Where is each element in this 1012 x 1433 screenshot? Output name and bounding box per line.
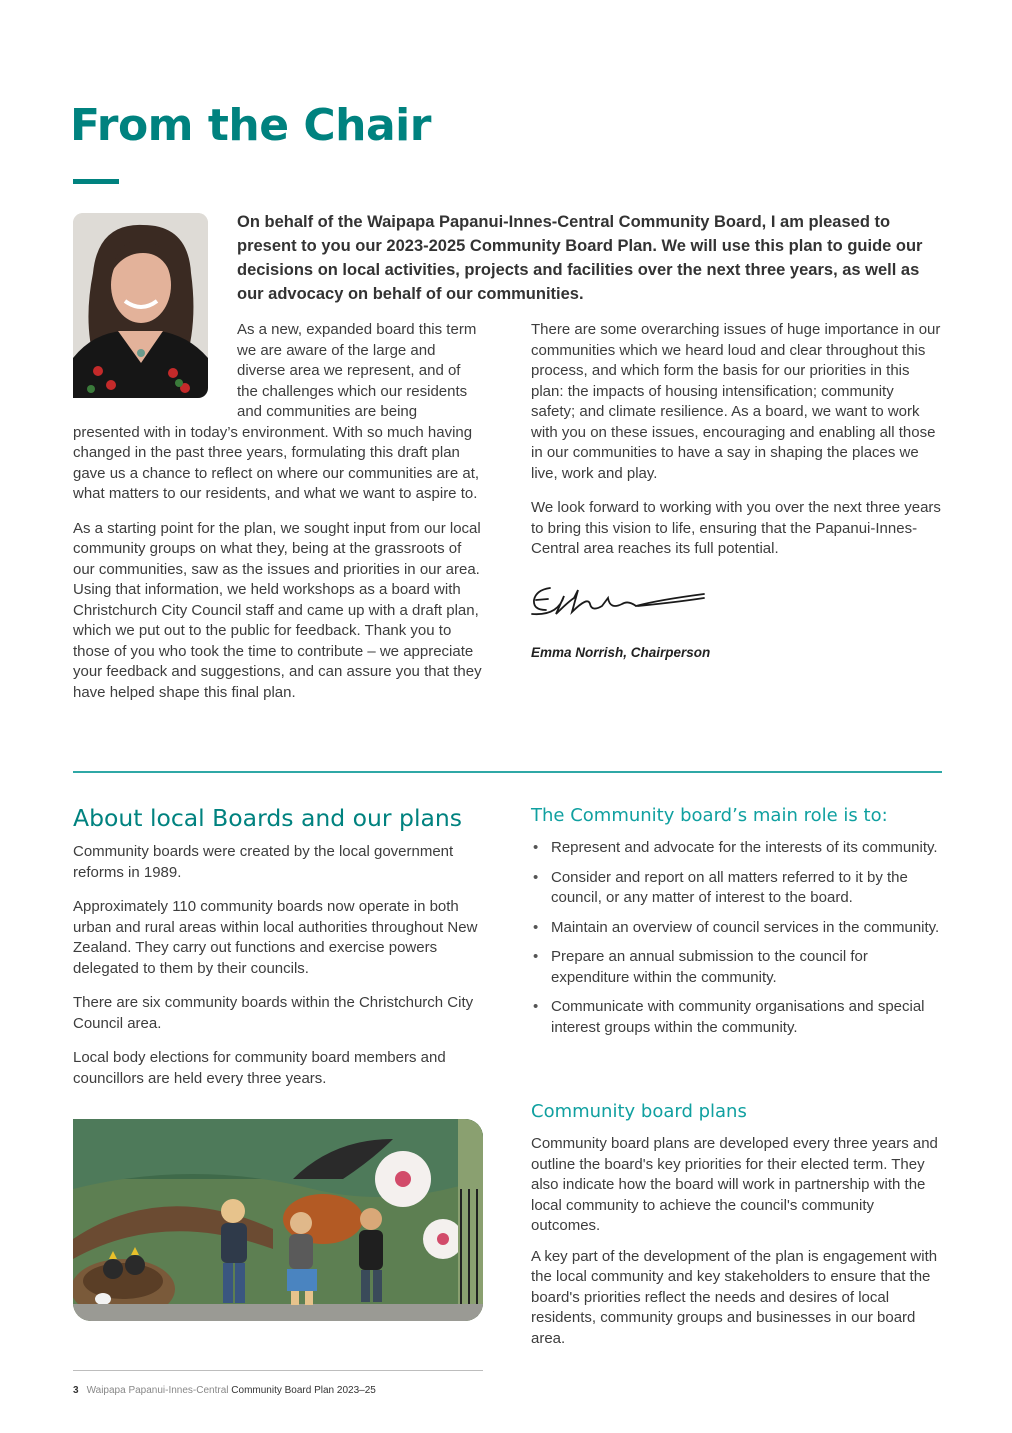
chair-signature-image bbox=[528, 576, 713, 626]
chair-paragraph: As a starting point for the plan, we sought input from our local community groups on what they, being at the grassroots of our communities, saw as the issues and priorities in our area. Using that information, we held workshops as a board with Christchurch City Council staff and came up with a draft plan, which we put out to the public for feedback. Thank you to those of you who took the time to contribute – we appreciate your feedback and suggestions, and can assure you that they have helped shape this final plan. bbox=[73, 519, 482, 701]
plans-paragraph: Community board plans are developed every three years and outline the board's key priorities for their elected term. They also indicate how the board will work in partnership with the local community to achieve the council's community outcomes. bbox=[531, 1135, 938, 1234]
page-footer bbox=[73, 1385, 376, 1396]
role-list-item: • Prepare an annual submission to the council for expenditure within the community. bbox=[531, 947, 941, 988]
plans-heading: Community board plans bbox=[531, 1101, 747, 1122]
chair-paragraph: As a new, expanded board this term we are aware of the large and diverse area we represent, and of the challenges which our residents and communities are being presented with in today’s environment. With so much having changed in the past three years, formulating this draft plan gave us a chance to reflect on where our communities are at, what matters to our residents, and what we want to aspire to. bbox=[73, 321, 480, 502]
role-list-item: • Maintain an overview of council services in the community. bbox=[531, 918, 941, 939]
plans-section bbox=[531, 1134, 941, 1359]
plans-paragraph: A key part of the development of the plan is engagement with the local community and key stakeholders to ensure that the board's priorities reflect the needs and desires of local residents, community groups and businesses in our board area. bbox=[531, 1247, 938, 1347]
chair-text-right-column bbox=[531, 320, 941, 574]
role-heading: The Community board’s main role is to: bbox=[531, 805, 888, 826]
about-heading: About local Boards and our plans bbox=[73, 804, 463, 832]
chair-paragraph: We look forward to working with you over the next three years to bring this vision to life, ensuring that the Papanui-Innes-Central area reaches its full potential. bbox=[531, 499, 941, 557]
role-list-item: • Represent and advocate for the interests of its community. bbox=[531, 838, 941, 859]
chair-paragraph: There are some overarching issues of huge importance in our communities which we heard loud and clear throughout this process, and which form the basis for our priorities in this plan: the impacts of housing intensification; community safety; and climate resilience. As a board, we want to work with you on these issues, encouraging and enabling all those in our communities to have a say in shaping the places we live, work and play. bbox=[531, 321, 941, 482]
about-paragraph: There are six community boards within the Christchurch City Council area. bbox=[73, 994, 474, 1032]
role-list-item: • Communicate with community organisations and special interest groups within the community. bbox=[531, 997, 941, 1038]
title-accent-rule bbox=[73, 179, 119, 184]
role-list-item: • Consider and report on all matters referred to it by the council, or any matter of interest to the board. bbox=[531, 868, 941, 909]
lead-paragraph: On behalf of the Waipapa Papanui-Innes-Central Community Board, I am pleased to present to you our 2023-2025 Community Board Plan. We will use this plan to guide our decisions on local activities, projects and facilities over the next three years, as well as our advocacy on behalf of our communities. bbox=[237, 213, 923, 303]
mural-photo bbox=[73, 1119, 483, 1321]
chair-text-left-column bbox=[73, 320, 483, 717]
about-paragraph: Local body elections for community board members and councillors are held every three years. bbox=[73, 1049, 446, 1087]
page-number: 3 bbox=[73, 1385, 79, 1396]
about-section bbox=[73, 842, 493, 1103]
section-divider bbox=[73, 771, 942, 773]
footer-board-name: Waipapa Papanui-Innes-Central bbox=[86, 1385, 229, 1396]
footer-document-title: Community Board Plan 2023–25 bbox=[231, 1385, 376, 1396]
photo-wrap-space bbox=[73, 320, 237, 420]
about-paragraph: Community boards were created by the local government reforms in 1989. bbox=[73, 843, 454, 881]
role-list bbox=[531, 838, 941, 1047]
signatory-name: Emma Norrish, Chairperson bbox=[531, 645, 711, 660]
page-title: From the Chair bbox=[70, 100, 431, 151]
about-paragraph: Approximately 110 community boards now operate in both urban and rural areas within local authorities throughout New Zealand. They carry out functions and exercise powers delegated to them by their councils. bbox=[73, 898, 478, 977]
footer-rule bbox=[73, 1370, 483, 1371]
